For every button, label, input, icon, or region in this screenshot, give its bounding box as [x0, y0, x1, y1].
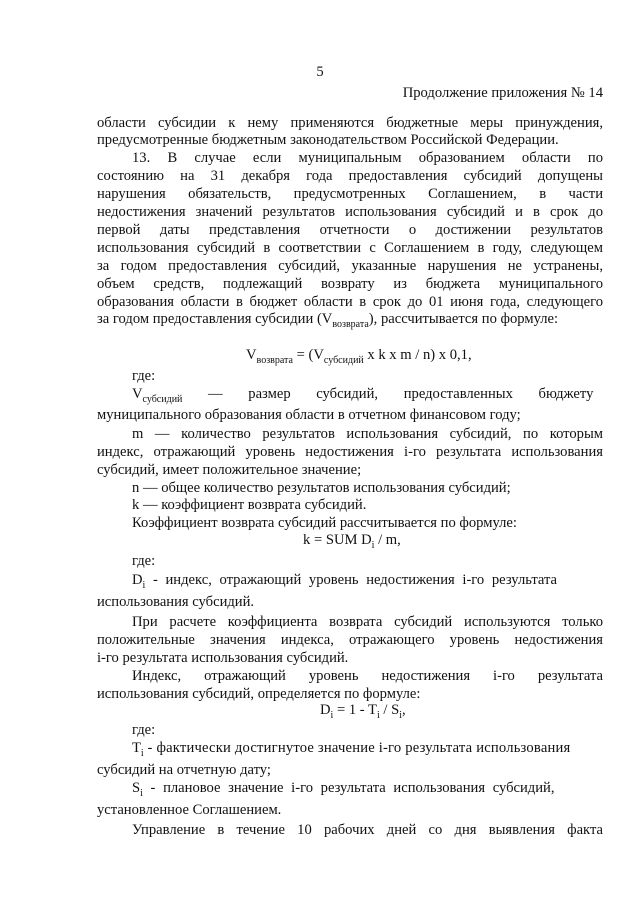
- text-line: объем средств, подлежащий возврату из бюджета муниципального: [97, 276, 603, 292]
- text-line: предусмотренные бюджетным законодательством Российской Федерации.: [97, 132, 559, 148]
- text-line: Управление в течение 10 рабочих дней со дня выявления факта: [132, 822, 603, 838]
- text-line: муниципального образования области в отчетном финансовом году;: [97, 407, 521, 423]
- text-line: за годом предоставления субсидии $(V_{возврата})$, рассчитывается по формуле:: [97, 311, 559, 330]
- text-line: недостижения значений результатов использования субсидий и в срок до: [97, 204, 603, 220]
- formula-v-return: $V_{возврата} = (V_{субсидий}$ x k x m / n) x 0,1,: [246, 347, 472, 366]
- text-line: использования субсидий, определяется по формуле:: [97, 686, 421, 702]
- definition-m: m — количество результатов использования субсидий, по которым: [132, 426, 603, 442]
- text-line: 13. В случае если муниципальным образованием области по: [132, 150, 603, 166]
- text-line: положительные значения индекса, отражающего уровень недостижения: [97, 632, 603, 648]
- where-label: где:: [132, 368, 156, 384]
- text-line: использования субсидий.: [97, 594, 255, 610]
- definition-s: $S_i$ - плановое значение i-го результата использования субсидий,: [132, 780, 555, 799]
- definition-v: $V_{субсидий}$ — размер субсидий, предоставленных бюджету: [132, 386, 594, 405]
- text-line: использования субсидий в соответствии с Соглашением в году, следующем: [97, 240, 603, 256]
- appendix-continuation-header: Продолжение приложения № 14: [402, 85, 603, 101]
- text-line: индекс, отражающий уровень недостижения i-го результата использования: [97, 444, 603, 460]
- definition-t: $T_i$ - фактически достигнутое значение i-го результата использования: [132, 740, 571, 759]
- text-line: нарушения обязательств, предусмотренных Соглашением, в части: [97, 186, 603, 202]
- text-line: Индекс, отражающий уровень недостижения i-го результата: [132, 668, 603, 684]
- text-line: При расчете коэффициента возврата субсидий используются только: [132, 614, 603, 630]
- text-line: первой даты представления отчетности о достижении результатов: [97, 222, 603, 238]
- text-line: образования области в бюджет области в срок до 01 июня года, следующего: [97, 294, 603, 310]
- definition-k: k — коэффициент возврата субсидий.: [132, 497, 367, 513]
- text-line: области субсидии к нему применяются бюджетные меры принуждения,: [97, 115, 603, 131]
- definition-n: n — общее количество результатов использования субсидий;: [132, 480, 511, 496]
- text-line: состоянию на 31 декабря года предоставления субсидий допущены: [97, 168, 603, 184]
- text-line: за годом предоставления субсидий, указанные нарушения не устранены,: [97, 258, 603, 274]
- text-line: субсидий, имеет положительное значение;: [97, 462, 362, 478]
- formula-d: $D_i = 1 - T_i / S_i$,: [320, 702, 406, 721]
- text-line: i-го результата использования субсидий.: [97, 650, 349, 666]
- definition-d: $D_i$ - индекс, отражающий уровень недостижения i-го результата: [132, 572, 558, 591]
- where-label: где:: [132, 553, 156, 569]
- text-line: установленное Соглашением.: [97, 802, 282, 818]
- page-number: 5: [316, 64, 324, 80]
- formula-k: k = SUM $D_i$ / m,: [303, 532, 401, 551]
- coefficient-intro: Коэффициент возврата субсидий рассчитывается по формуле:: [132, 515, 517, 531]
- where-label: где:: [132, 722, 156, 738]
- text-line: субсидий на отчетную дату;: [97, 762, 271, 778]
